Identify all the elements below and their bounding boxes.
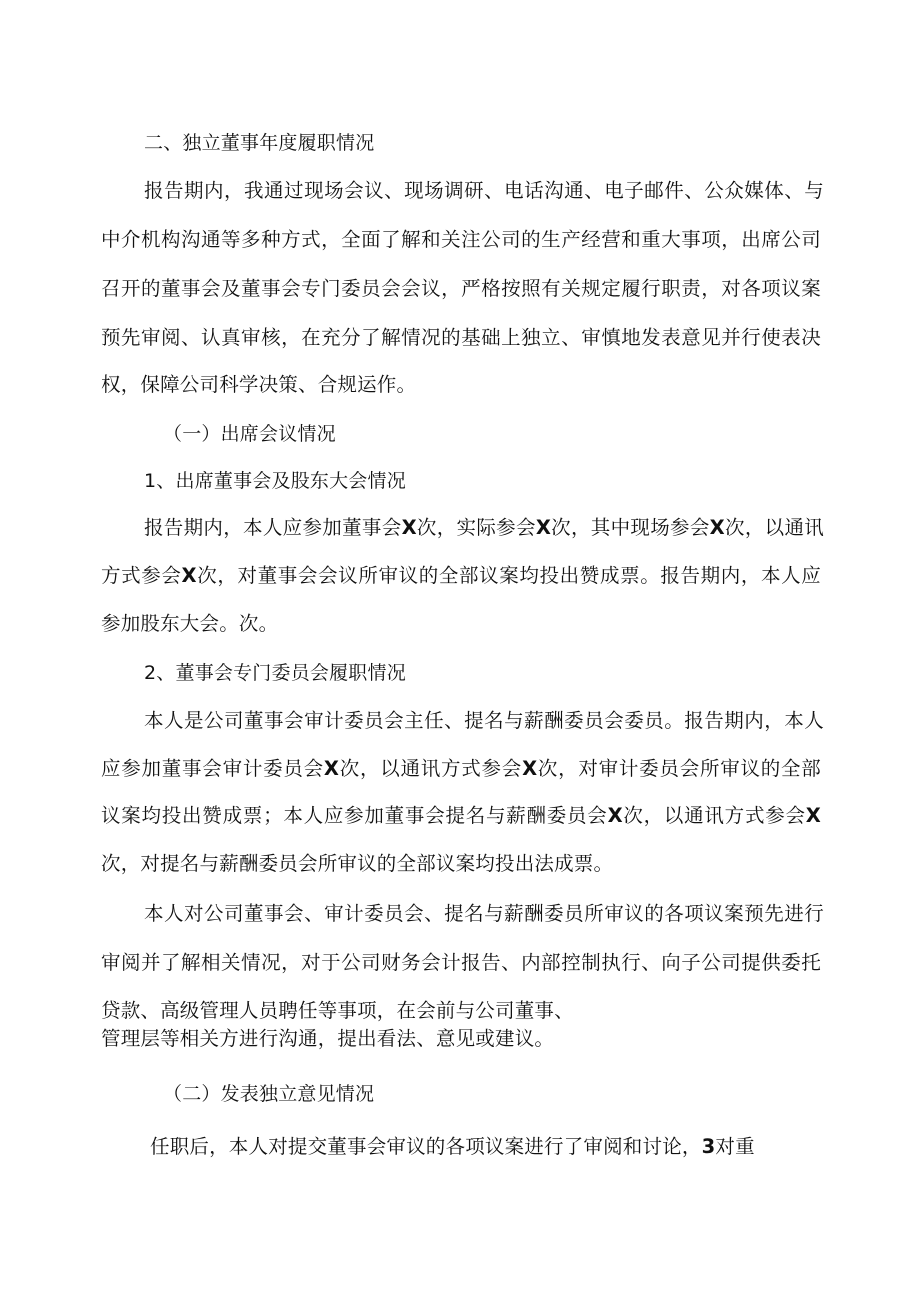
review-line-2: 审阅并了解相关情况，对于公司财务会计报告、内部控制执行、向子公司提供委托 [101,951,821,974]
placeholder-mark: X [401,516,417,539]
item-2-line-2: 应参加董事会审计委员会X次，以通讯方式参会X次，对审计委员会所审议的全部 [101,757,821,780]
subsection-2-heading: （二）发表独立意见情况 [163,1083,375,1105]
subsection-2-line-1: 任职后，本人对提交董事会审议的各项议案进行了审阅和讨论，3对重 [150,1135,755,1158]
item-1-heading: 1、出席董事会及股东大会情况 [144,470,406,492]
placeholder-mark: 3 [701,1135,716,1158]
intro-line-2: 中介机构沟通等多种方式，全面了解和关注公司的生产经营和重大事项，出席公司 [101,228,821,251]
placeholder-mark: X [709,516,725,539]
placeholder-mark: X [607,804,623,827]
item-1-line-2: 方式参会X次，对董事会会议所审议的全部议案均投出赞成票。报告期内，本人应 [101,564,821,587]
placeholder-mark: X [323,757,340,780]
item-2-heading: 2、董事会专门委员会履职情况 [144,662,406,684]
placeholder-mark: X [522,757,538,780]
intro-line-5: 权，保障公司科学决策、合规运作。 [101,373,417,396]
review-line-1: 本人对公司董事会、审计委员会、提名与薪酬委员所审议的各项议案预先进行 [144,902,824,925]
placeholder-mark: X [805,804,821,827]
review-line-4: 管理层等相关方进行沟通，提出看法、意见或建议。 [101,1027,555,1050]
item-1-line-3: 参加股东大会。次。 [101,612,279,635]
subsection-1-heading: （一）出席会议情况 [163,423,336,445]
section-heading: 二、独立董事年度履职情况 [144,132,375,154]
item-2-line-1: 本人是公司董事会审计委员会主任、提名与薪酬委员会委员。报告期内，本人 [144,709,824,732]
review-line-3: 贷款、高级管理人员聘任等事项，在会前与公司董事、 [101,999,574,1022]
placeholder-mark: X [181,564,197,587]
intro-line-4: 预先审阅、认真审核，在充分了解情况的基础上独立、审慎地发表意见并行使表决 [101,326,821,349]
item-1-line-1: 报告期内，本人应参加董事会X次，实际参会X次，其中现场参会X次，以通讯 [144,516,824,539]
intro-line-3: 召开的董事会及董事会专门委员会会议，严格按照有关规定履行职责，对各项议案 [101,277,821,300]
intro-line-1: 报告期内，我通过现场会议、现场调研、电话沟通、电子邮件、公众媒体、与 [144,179,824,202]
item-2-line-3: 议案均投出赞成票；本人应参加董事会提名与薪酬委员会X次，以通讯方式参会X [101,804,821,827]
placeholder-mark: X [535,516,552,539]
item-2-line-4: 次，对提名与薪酬委员会所审议的全部议案均投出法成票。 [101,852,614,875]
